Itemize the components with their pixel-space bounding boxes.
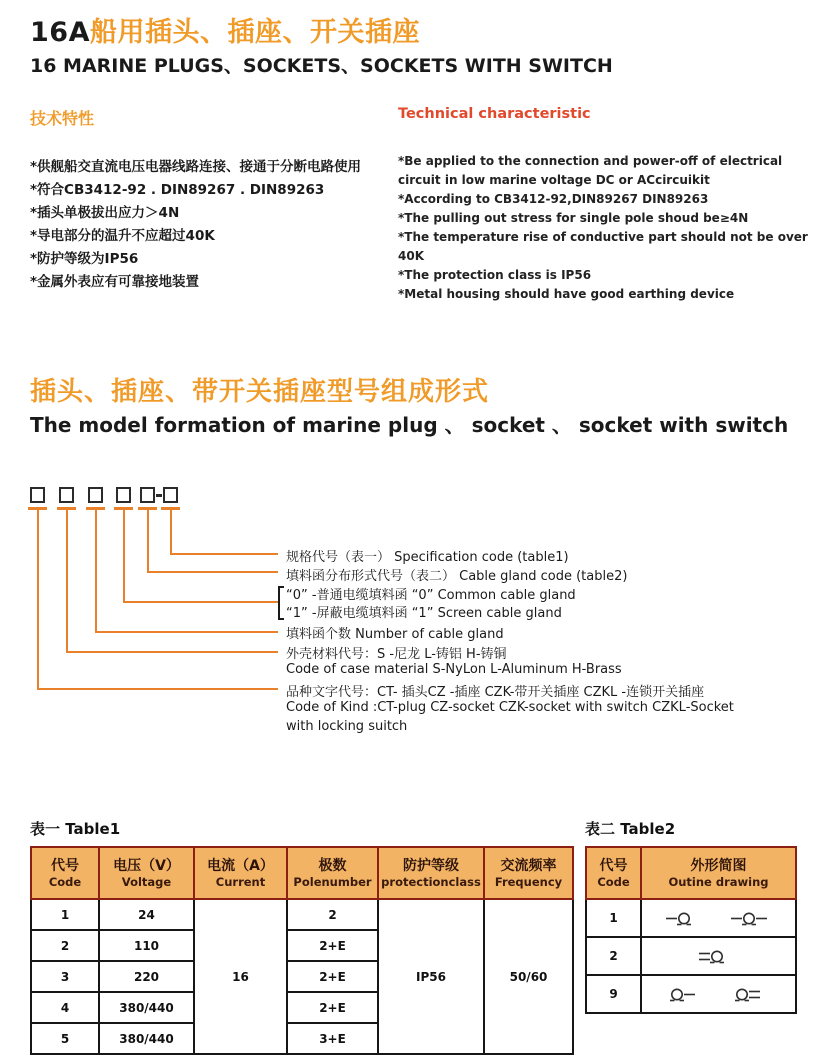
leader-line	[38, 688, 279, 690]
cell-current-merged: 16	[194, 899, 287, 1054]
tech-item-zh: *供舰船交直流电压电器线路连接、接通于分断电路使用	[30, 159, 362, 175]
label-spec-code: 规格代号（表一） Specification code (table1)	[286, 550, 569, 565]
tech-item-zh: *导电部分的温升不应超过40K	[30, 228, 215, 244]
cell-voltage: 380/440	[99, 1023, 194, 1054]
tech-item-en: *Be applied to the connection and power-off of electrical circuit in low marine voltage DC or ACcircuikit	[398, 154, 783, 187]
leader-line	[95, 510, 97, 633]
cell-pole: 2	[287, 899, 378, 930]
label-gland-code: 填料函分布形式代号（表二） Cable gland code (table2)	[286, 569, 628, 584]
leader-line	[170, 510, 172, 555]
leader-line	[67, 651, 279, 653]
tech-item-en: *The protection class is IP56	[398, 268, 592, 282]
gland-right-icon	[665, 986, 707, 1003]
code-box-5	[140, 487, 155, 503]
leader-line	[147, 510, 149, 573]
leader-line	[148, 571, 279, 573]
table-row	[586, 937, 796, 975]
label-material-en: Code of case material S-NyLon L-Aluminum H-Brass	[286, 662, 622, 677]
leader-line	[123, 510, 125, 603]
cell-code: 1	[586, 899, 641, 937]
gland-double-left-icon	[698, 948, 740, 965]
cell-drawing	[641, 937, 796, 975]
table1-header-code: 代号 Code	[31, 847, 99, 899]
tech-characteristics-zh	[30, 106, 395, 294]
cell-pole: 3+E	[287, 1023, 378, 1054]
table1-header-current: 电流（A） Current	[194, 847, 287, 899]
table1-header-frequency: 交流频率 Frequency	[484, 847, 573, 899]
table2-header-drawing: 外形简图 Outine drawing	[641, 847, 796, 899]
page-header	[30, 10, 613, 78]
cell-code: 5	[31, 1023, 99, 1054]
leader-line	[96, 631, 279, 633]
table-row	[31, 899, 573, 930]
table1-label: 表一 Table1	[30, 820, 121, 838]
cell-code: 2	[586, 937, 641, 975]
table1-header-polenumber: 极数 Polenumber	[287, 847, 378, 899]
tech-item-zh: *符合CB3412-92 . DIN89267 . DIN89263	[30, 182, 325, 198]
cell-frequency-merged: 50/60	[484, 899, 573, 1054]
leader-line	[66, 510, 68, 653]
model-formation-heading	[30, 371, 788, 438]
table-row	[586, 899, 796, 937]
code-box-1	[30, 487, 45, 503]
label-gland-1: “1” -屏蔽电缆填料函 “1” Screen cable gland	[286, 606, 562, 621]
code-box-6	[163, 487, 178, 503]
code-box-2	[59, 487, 74, 503]
code-dash	[156, 494, 162, 497]
page-title-en: 16 MARINE PLUGS、SOCKETS、SOCKETS WITH SWITCH	[30, 55, 613, 77]
model-code-diagram	[30, 487, 815, 742]
tech-items-zh	[30, 156, 395, 294]
title-rating: 16A	[30, 17, 90, 48]
table2-section	[585, 818, 797, 1014]
label-material-zh: 外壳材料代号：S -尼龙 L-铸铝 H-铸铜	[286, 647, 507, 662]
cell-code: 2	[31, 930, 99, 961]
cell-pole: 2+E	[287, 992, 378, 1023]
cell-voltage: 380/440	[99, 992, 194, 1023]
table1-section	[30, 818, 574, 1055]
label-kind-en-2: with locking suitch	[286, 719, 408, 734]
table2-label: 表二 Table2	[585, 820, 676, 838]
table2-header-code: 代号 Code	[586, 847, 641, 899]
tech-item-en: *Metal housing should have good earthing device	[398, 287, 735, 301]
code-box-4	[116, 487, 131, 503]
label-kind-zh: 品种文字代号：CT- 插头CZ -插座 CZK-带开关插座 CZKL -连锁开关插座	[286, 685, 705, 700]
cell-protection-merged: IP56	[378, 899, 484, 1054]
table1	[30, 846, 574, 1055]
cell-voltage: 24	[99, 899, 194, 930]
title-zh: 船用插头、插座、开关插座	[89, 17, 420, 48]
label-kind-en: Code of Kind :CT-plug CZ-socket CZK-socket with switch CZKL-Socket	[286, 700, 734, 715]
leader-line	[37, 510, 39, 690]
tech-heading-zh: 技术特性	[30, 109, 95, 128]
cell-code: 4	[31, 992, 99, 1023]
tech-item-zh: *防护等级为IP56	[30, 251, 139, 267]
table2	[585, 846, 797, 1014]
tech-heading-en: Technical characteristic	[398, 106, 591, 122]
cell-code: 9	[586, 975, 641, 1013]
table1-header-voltage: 电压（V） Voltage	[99, 847, 194, 899]
tech-items-en	[398, 152, 818, 304]
model-heading-en: The model formation of marine plug 、 socket 、 socket with switch	[30, 413, 789, 437]
cell-pole: 2+E	[287, 930, 378, 961]
leader-line	[171, 553, 279, 555]
tech-item-en: *The pulling out stress for single pole shoud be≥4N	[398, 211, 749, 225]
tech-item-zh: *金属外表应有可靠接地装置	[30, 274, 200, 290]
code-box-3	[88, 487, 103, 503]
gland-double-right-icon	[730, 986, 772, 1003]
cell-drawing	[641, 975, 796, 1013]
cell-drawing	[641, 899, 796, 937]
tech-item-en: *According to CB3412-92,DIN89267 DIN89263	[398, 192, 709, 206]
cell-code: 3	[31, 961, 99, 992]
page-title	[30, 10, 613, 49]
cell-code: 1	[31, 899, 99, 930]
tech-characteristics-en	[398, 106, 818, 304]
gland-both-sides-icon	[730, 910, 772, 927]
cell-pole: 2+E	[287, 961, 378, 992]
leader-line	[124, 601, 279, 603]
label-gland-0: “0” -普通电缆填料函 “0” Common cable gland	[286, 588, 576, 603]
label-gland-count: 填料函个数 Number of cable gland	[286, 627, 504, 642]
table-row	[586, 975, 796, 1013]
tech-item-zh: *插头单极拔出应力＞4N	[30, 205, 180, 221]
cell-voltage: 220	[99, 961, 194, 992]
model-heading-zh: 插头、插座、带开关插座型号组成形式	[30, 377, 490, 407]
gland-left-icon	[665, 910, 707, 927]
options-bracket	[278, 586, 284, 620]
tech-item-en: *The temperature rise of conductive part should not be over 40K	[398, 230, 808, 263]
table1-header-protection: 防护等级 protectionclass	[378, 847, 484, 899]
cell-voltage: 110	[99, 930, 194, 961]
